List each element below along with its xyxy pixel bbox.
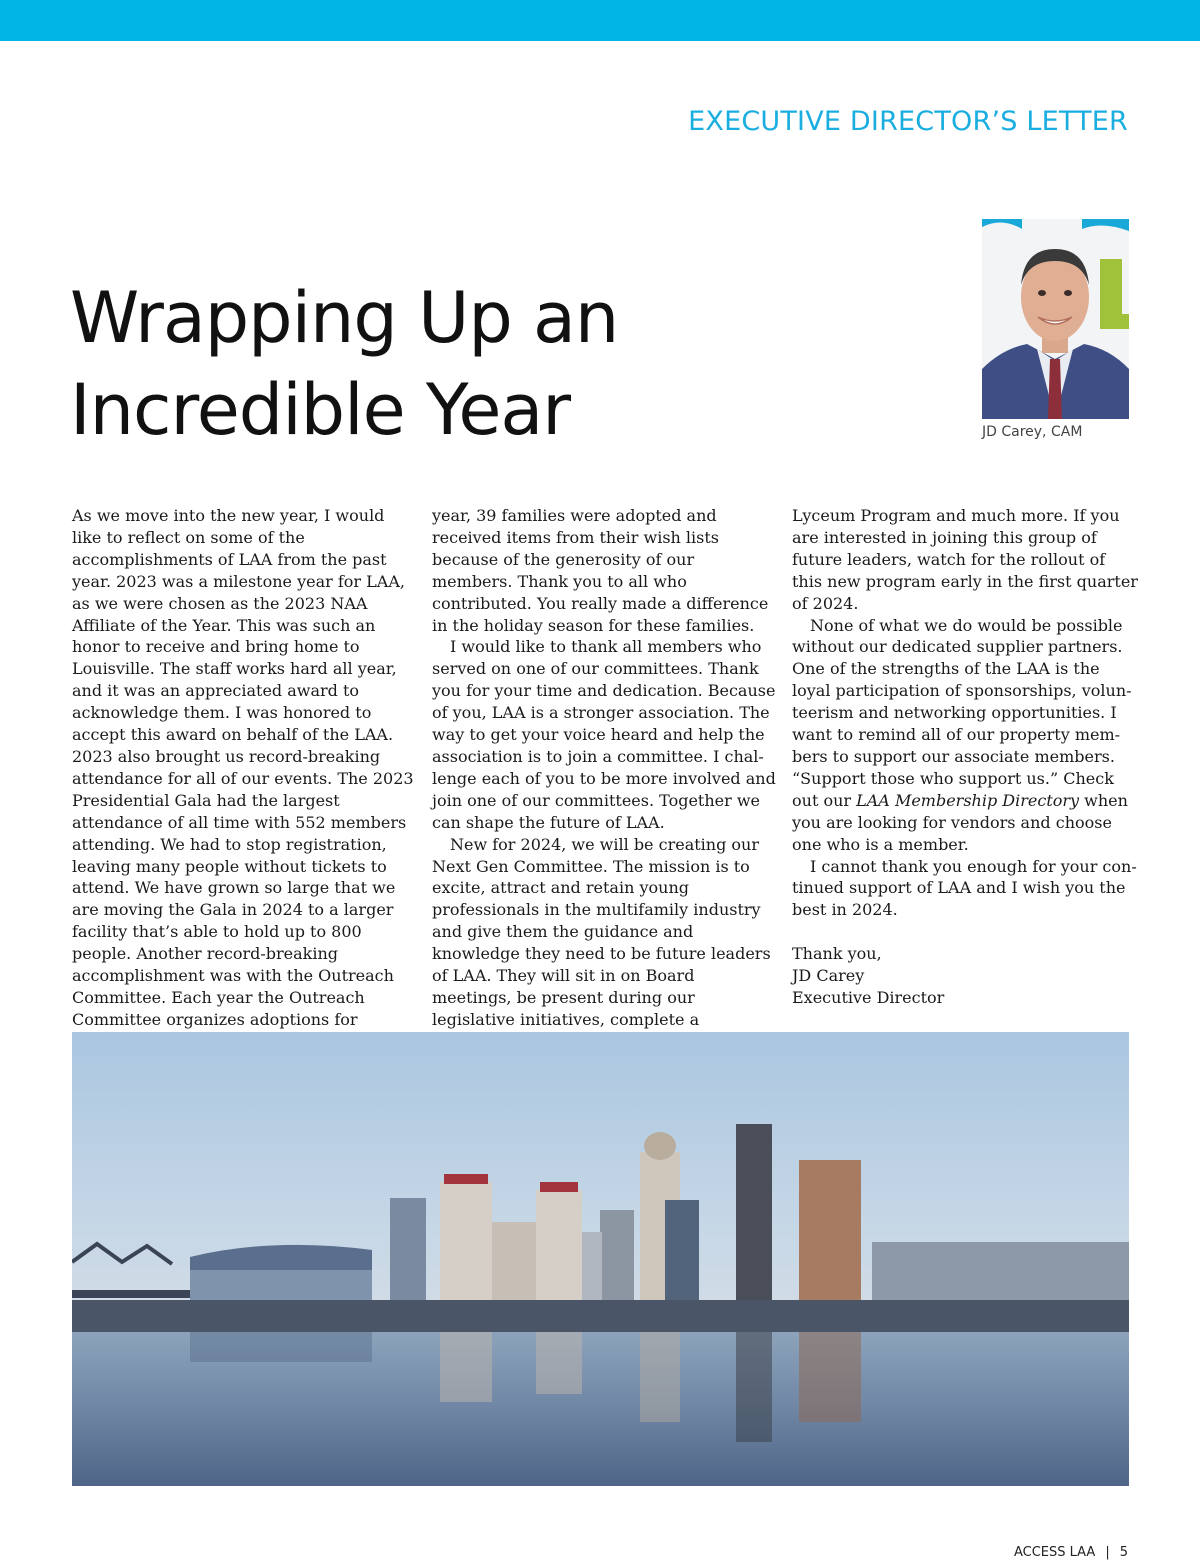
article-column-1 <box>72 505 418 1053</box>
paragraph: year, 39 families were adopted and received items from their wish lists because of the generosity of our members. Thank you to all who contributed. You really made a difference in the holiday season for these families. <box>432 506 769 635</box>
paragraph: As we move into the new year, I would like to reflect on some of the accomplishments of LAA from the past year. 2023 was a milestone year for LAA, as we were chosen as the 2023 NAA Affiliate of the Year. This was such an honor to receive and bring home to Louisville. The staff works hard all year, and it was an appreciated award to acknowledge them. I was honored to accept this award on behalf of the LAA. 2023 also brought us record-breaking attendance for all of our events. The 2023 Presidential Gala had the largest attendance of all time with 552 members attending. We had to stop registration, leaving many people without tickets to attend. We have grown so large that we are moving the Gala in 2024 to a larger facility that’s able to hold up to 800 people. Another record-breaking accomplishment was with the Outreach Committee. Each year the Outreach Committee organizes adoptions for <box>72 506 414 1029</box>
article-column-2 <box>432 505 778 1053</box>
signature-name: JD Carey <box>792 966 865 986</box>
article-column-3 <box>792 505 1138 1009</box>
paragraph <box>792 615 1138 856</box>
portrait-caption: JD Carey, CAM <box>982 424 1083 440</box>
directory-title: LAA Membership Directory <box>856 790 1080 810</box>
director-portrait <box>982 219 1129 419</box>
paragraph: New for 2024, we will be creating our Next Gen Committee. The mission is to excite, attract and retain young professionals in the multifamily industry and give them the guidance and knowledge they need to be future leaders of LAA. They will sit in on Board meetings, be present during our legislative initiatives, complete a <box>432 834 771 1029</box>
paragraph: I would like to thank all members who served on one of our committees. Thank you for your time and dedication. Because of you, LAA is a stronger association. The way to get your voice heard and help the association is to join a committee. I challenge each of you to be more involved and join one of our committees. Together we can shape the future of LAA. <box>432 637 776 832</box>
title-line-1: Wrapping Up an <box>70 277 619 359</box>
closing: Thank you, <box>792 944 882 964</box>
paragraph-text: when you are looking for vendors and choose one who is a member. <box>792 790 1128 854</box>
section-label: EXECUTIVE DIRECTOR’S LETTER <box>688 106 1128 137</box>
footer-separator: | <box>1105 1545 1110 1560</box>
city-skyline-photo <box>72 1032 1129 1486</box>
top-accent-bar <box>0 0 1200 41</box>
page-title <box>70 272 870 456</box>
title-line-2: Incredible Year <box>70 369 571 451</box>
publication-name: ACCESS LAA <box>1013 1545 1096 1560</box>
page-number: 5 <box>1119 1545 1128 1560</box>
paragraph-text: None of what we do would be possible without our dedicated supplier partners. One of the strengths of the LAA is the loyal participation of sponsorships, volunteerism and networking opportunities. I want to remind all of our property members to support our associate members. “Support those who support us.” Check out our <box>792 615 1132 810</box>
signature-title: Executive Director <box>792 987 945 1007</box>
paragraph: Lyceum Program and much more. If you are interested in joining this group of future leaders, watch for the rollout of this new program early in the first quarter of 2024. <box>792 506 1138 613</box>
paragraph: I cannot thank you enough for your continued support of LAA and I wish you the best in 2024. <box>792 856 1137 920</box>
